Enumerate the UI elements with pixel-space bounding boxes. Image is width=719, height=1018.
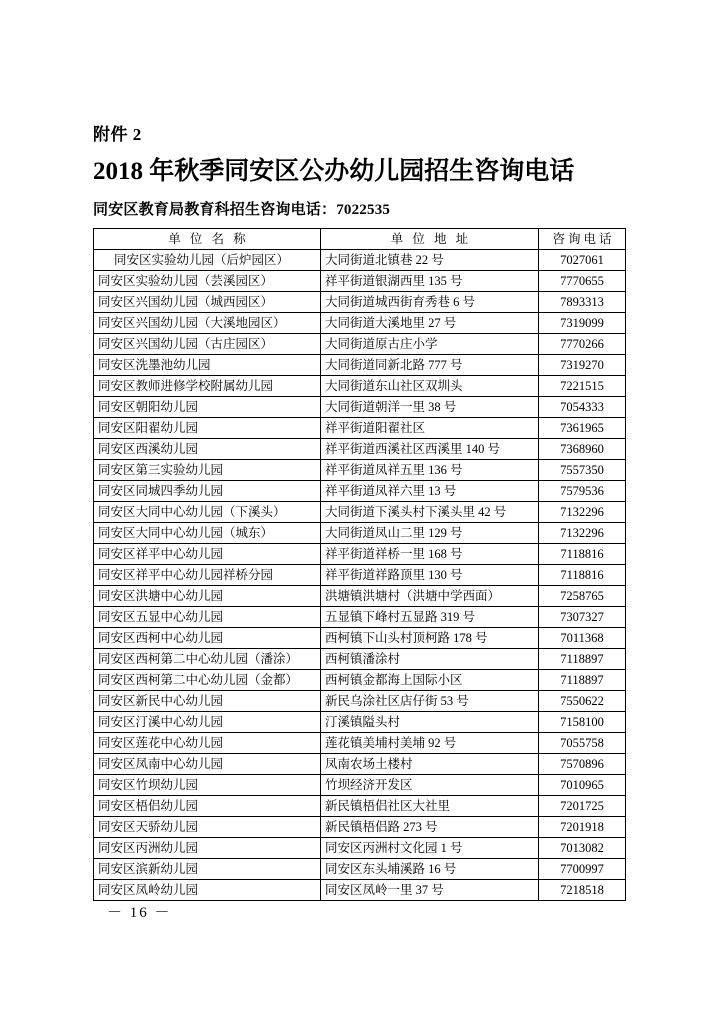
table-row [94,271,626,292]
cell-unit-address: 同安区丙洲村文化园 1 号 [321,838,539,859]
cell-phone: 7700997 [539,859,626,880]
cell-unit-name: 同安区实验幼儿园（后炉园区） [94,250,321,271]
table-row [94,502,626,523]
table-row [94,775,626,796]
bureau-contact-line: 同安区教育局教育科招生咨询电话：7022535 [93,202,391,218]
cell-unit-name: 同安区西柯中心幼儿园 [94,628,321,649]
cell-unit-address: 祥平街道阳翟社区 [321,418,539,439]
cell-phone: 7118816 [539,544,626,565]
cell-unit-name: 同安区凤岭幼儿园 [94,880,321,901]
cell-unit-address: 同安区凤岭一里 37 号 [321,880,539,901]
table-body [94,250,626,901]
cell-unit-address: 祥平街道祥路顶里 130 号 [321,565,539,586]
cell-unit-address: 大同街道原古庄小学 [321,334,539,355]
page-number: － 16 － [107,905,172,921]
cell-phone: 7027061 [539,250,626,271]
table-row [94,754,626,775]
cell-unit-address: 凤南农场土楼村 [321,754,539,775]
cell-unit-name: 同安区祥平中心幼儿园祥桥分园 [94,565,321,586]
cell-phone: 7557350 [539,460,626,481]
cell-unit-name: 同安区西柯第二中心幼儿园（潘涂） [94,649,321,670]
cell-phone: 7361965 [539,418,626,439]
cell-unit-address: 西柯镇金都海上国际小区 [321,670,539,691]
cell-phone: 7201918 [539,817,626,838]
cell-phone: 7118897 [539,670,626,691]
cell-phone: 7201725 [539,796,626,817]
cell-unit-name: 同安区第三实验幼儿园 [94,460,321,481]
cell-phone: 7550622 [539,691,626,712]
table-row [94,313,626,334]
cell-phone: 7319099 [539,313,626,334]
cell-unit-address: 祥平街道西溪社区西溪里 140 号 [321,439,539,460]
cell-unit-address: 大同街道城西街育秀巷 6 号 [321,292,539,313]
cell-unit-name: 同安区朝阳幼儿园 [94,397,321,418]
table-row [94,355,626,376]
cell-unit-name: 同安区梧侣幼儿园 [94,796,321,817]
cell-unit-name: 同安区兴国幼儿园（古庄园区） [94,334,321,355]
kindergarten-contact-table [93,228,626,901]
cell-phone: 7319270 [539,355,626,376]
kindergarten-contact-table-wrapper [93,228,625,901]
table-row [94,376,626,397]
cell-unit-address: 大同街道朝洋一里 38 号 [321,397,539,418]
cell-unit-name: 同安区莲花中心幼儿园 [94,733,321,754]
cell-unit-address: 大同街道东山社区双圳头 [321,376,539,397]
cell-unit-name: 同安区阳翟幼儿园 [94,418,321,439]
table-row [94,712,626,733]
cell-phone: 7218518 [539,880,626,901]
table-row [94,544,626,565]
cell-unit-name: 同安区西溪幼儿园 [94,439,321,460]
table-row [94,334,626,355]
cell-unit-address: 祥平街道银湖西里 135 号 [321,271,539,292]
table-row [94,397,626,418]
table-row [94,292,626,313]
cell-unit-name: 同安区兴国幼儿园（大溪地园区） [94,313,321,334]
cell-unit-name: 同安区实验幼儿园（芸溪园区） [94,271,321,292]
table-row [94,439,626,460]
table-row [94,628,626,649]
table-row [94,838,626,859]
cell-unit-name: 同安区新民中心幼儿园 [94,691,321,712]
cell-unit-name: 同安区大同中心幼儿园（下溪头） [94,502,321,523]
column-header-name: 单 位 名 称 [94,229,321,250]
cell-phone: 7054333 [539,397,626,418]
cell-unit-address: 新民镇梧侣社区大社里 [321,796,539,817]
table-row [94,460,626,481]
table-row [94,733,626,754]
cell-unit-address: 汀溪镇隘头村 [321,712,539,733]
cell-unit-address: 祥平街道祥桥一里 168 号 [321,544,539,565]
table-row [94,523,626,544]
cell-unit-name: 同安区西柯第二中心幼儿园（金都） [94,670,321,691]
table-row [94,796,626,817]
cell-phone: 7013082 [539,838,626,859]
cell-phone: 7118816 [539,565,626,586]
cell-phone: 7132296 [539,502,626,523]
table-row [94,859,626,880]
cell-phone: 7368960 [539,439,626,460]
table-row [94,418,626,439]
cell-phone: 7221515 [539,376,626,397]
cell-unit-address: 莲花镇美埔村美埔 92 号 [321,733,539,754]
cell-unit-address: 新民乌涂社区店仔街 53 号 [321,691,539,712]
cell-unit-name: 同安区洪塘中心幼儿园 [94,586,321,607]
table-row [94,880,626,901]
cell-unit-name: 同安区祥平中心幼儿园 [94,544,321,565]
table-row [94,649,626,670]
attachment-label: 附件 2 [93,125,142,144]
cell-unit-name: 同安区竹坝幼儿园 [94,775,321,796]
cell-unit-address: 大同街道大溪地里 27 号 [321,313,539,334]
table-header-row [94,229,626,250]
cell-unit-address: 大同街道同新北路 777 号 [321,355,539,376]
column-header-address: 单 位 地 址 [321,229,539,250]
cell-unit-name: 同安区同城四季幼儿园 [94,481,321,502]
cell-unit-address: 西柯镇下山头村顶柯路 178 号 [321,628,539,649]
cell-phone: 7770655 [539,271,626,292]
cell-phone: 7579536 [539,481,626,502]
table-row [94,691,626,712]
cell-unit-address: 祥平街道凤祥六里 13 号 [321,481,539,502]
cell-phone: 7307327 [539,607,626,628]
cell-unit-address: 大同街道下溪头村下溪头里 42 号 [321,502,539,523]
page-title: 2018 年秋季同安区公办幼儿园招生咨询电话 [93,158,575,185]
table-row [94,817,626,838]
cell-phone: 7055758 [539,733,626,754]
cell-unit-name: 同安区滨新幼儿园 [94,859,321,880]
cell-unit-name: 同安区大同中心幼儿园（城东） [94,523,321,544]
cell-phone: 7011368 [539,628,626,649]
table-row [94,670,626,691]
cell-unit-address: 祥平街道凤祥五里 136 号 [321,460,539,481]
cell-unit-address: 大同街道凤山二里 129 号 [321,523,539,544]
cell-unit-address: 新民镇梧侣路 273 号 [321,817,539,838]
cell-unit-name: 同安区洗墨池幼儿园 [94,355,321,376]
cell-unit-name: 同安区五显中心幼儿园 [94,607,321,628]
cell-unit-name: 同安区兴国幼儿园（城西园区） [94,292,321,313]
cell-unit-name: 同安区凤南中心幼儿园 [94,754,321,775]
table-row [94,481,626,502]
cell-unit-name: 同安区教师进修学校附属幼儿园 [94,376,321,397]
cell-phone: 7158100 [539,712,626,733]
cell-phone: 7118897 [539,649,626,670]
cell-unit-name: 同安区天骄幼儿园 [94,817,321,838]
cell-unit-address: 五显镇下峰村五显路 319 号 [321,607,539,628]
cell-phone: 7893313 [539,292,626,313]
cell-unit-address: 竹坝经济开发区 [321,775,539,796]
cell-phone: 7258765 [539,586,626,607]
table-row [94,586,626,607]
table-row [94,607,626,628]
cell-phone: 7570896 [539,754,626,775]
cell-unit-address: 大同街道北镇巷 22 号 [321,250,539,271]
cell-phone: 7010965 [539,775,626,796]
cell-unit-address: 洪塘镇洪塘村（洪塘中学西面） [321,586,539,607]
cell-unit-name: 同安区丙洲幼儿园 [94,838,321,859]
table-header [94,229,626,250]
cell-unit-name: 同安区汀溪中心幼儿园 [94,712,321,733]
table-row [94,565,626,586]
table-row [94,250,626,271]
column-header-phone: 咨询电话 [539,229,626,250]
cell-unit-address: 同安区东头埔溪路 16 号 [321,859,539,880]
cell-unit-address: 西柯镇潘涂村 [321,649,539,670]
cell-phone: 7132296 [539,523,626,544]
cell-phone: 7770266 [539,334,626,355]
